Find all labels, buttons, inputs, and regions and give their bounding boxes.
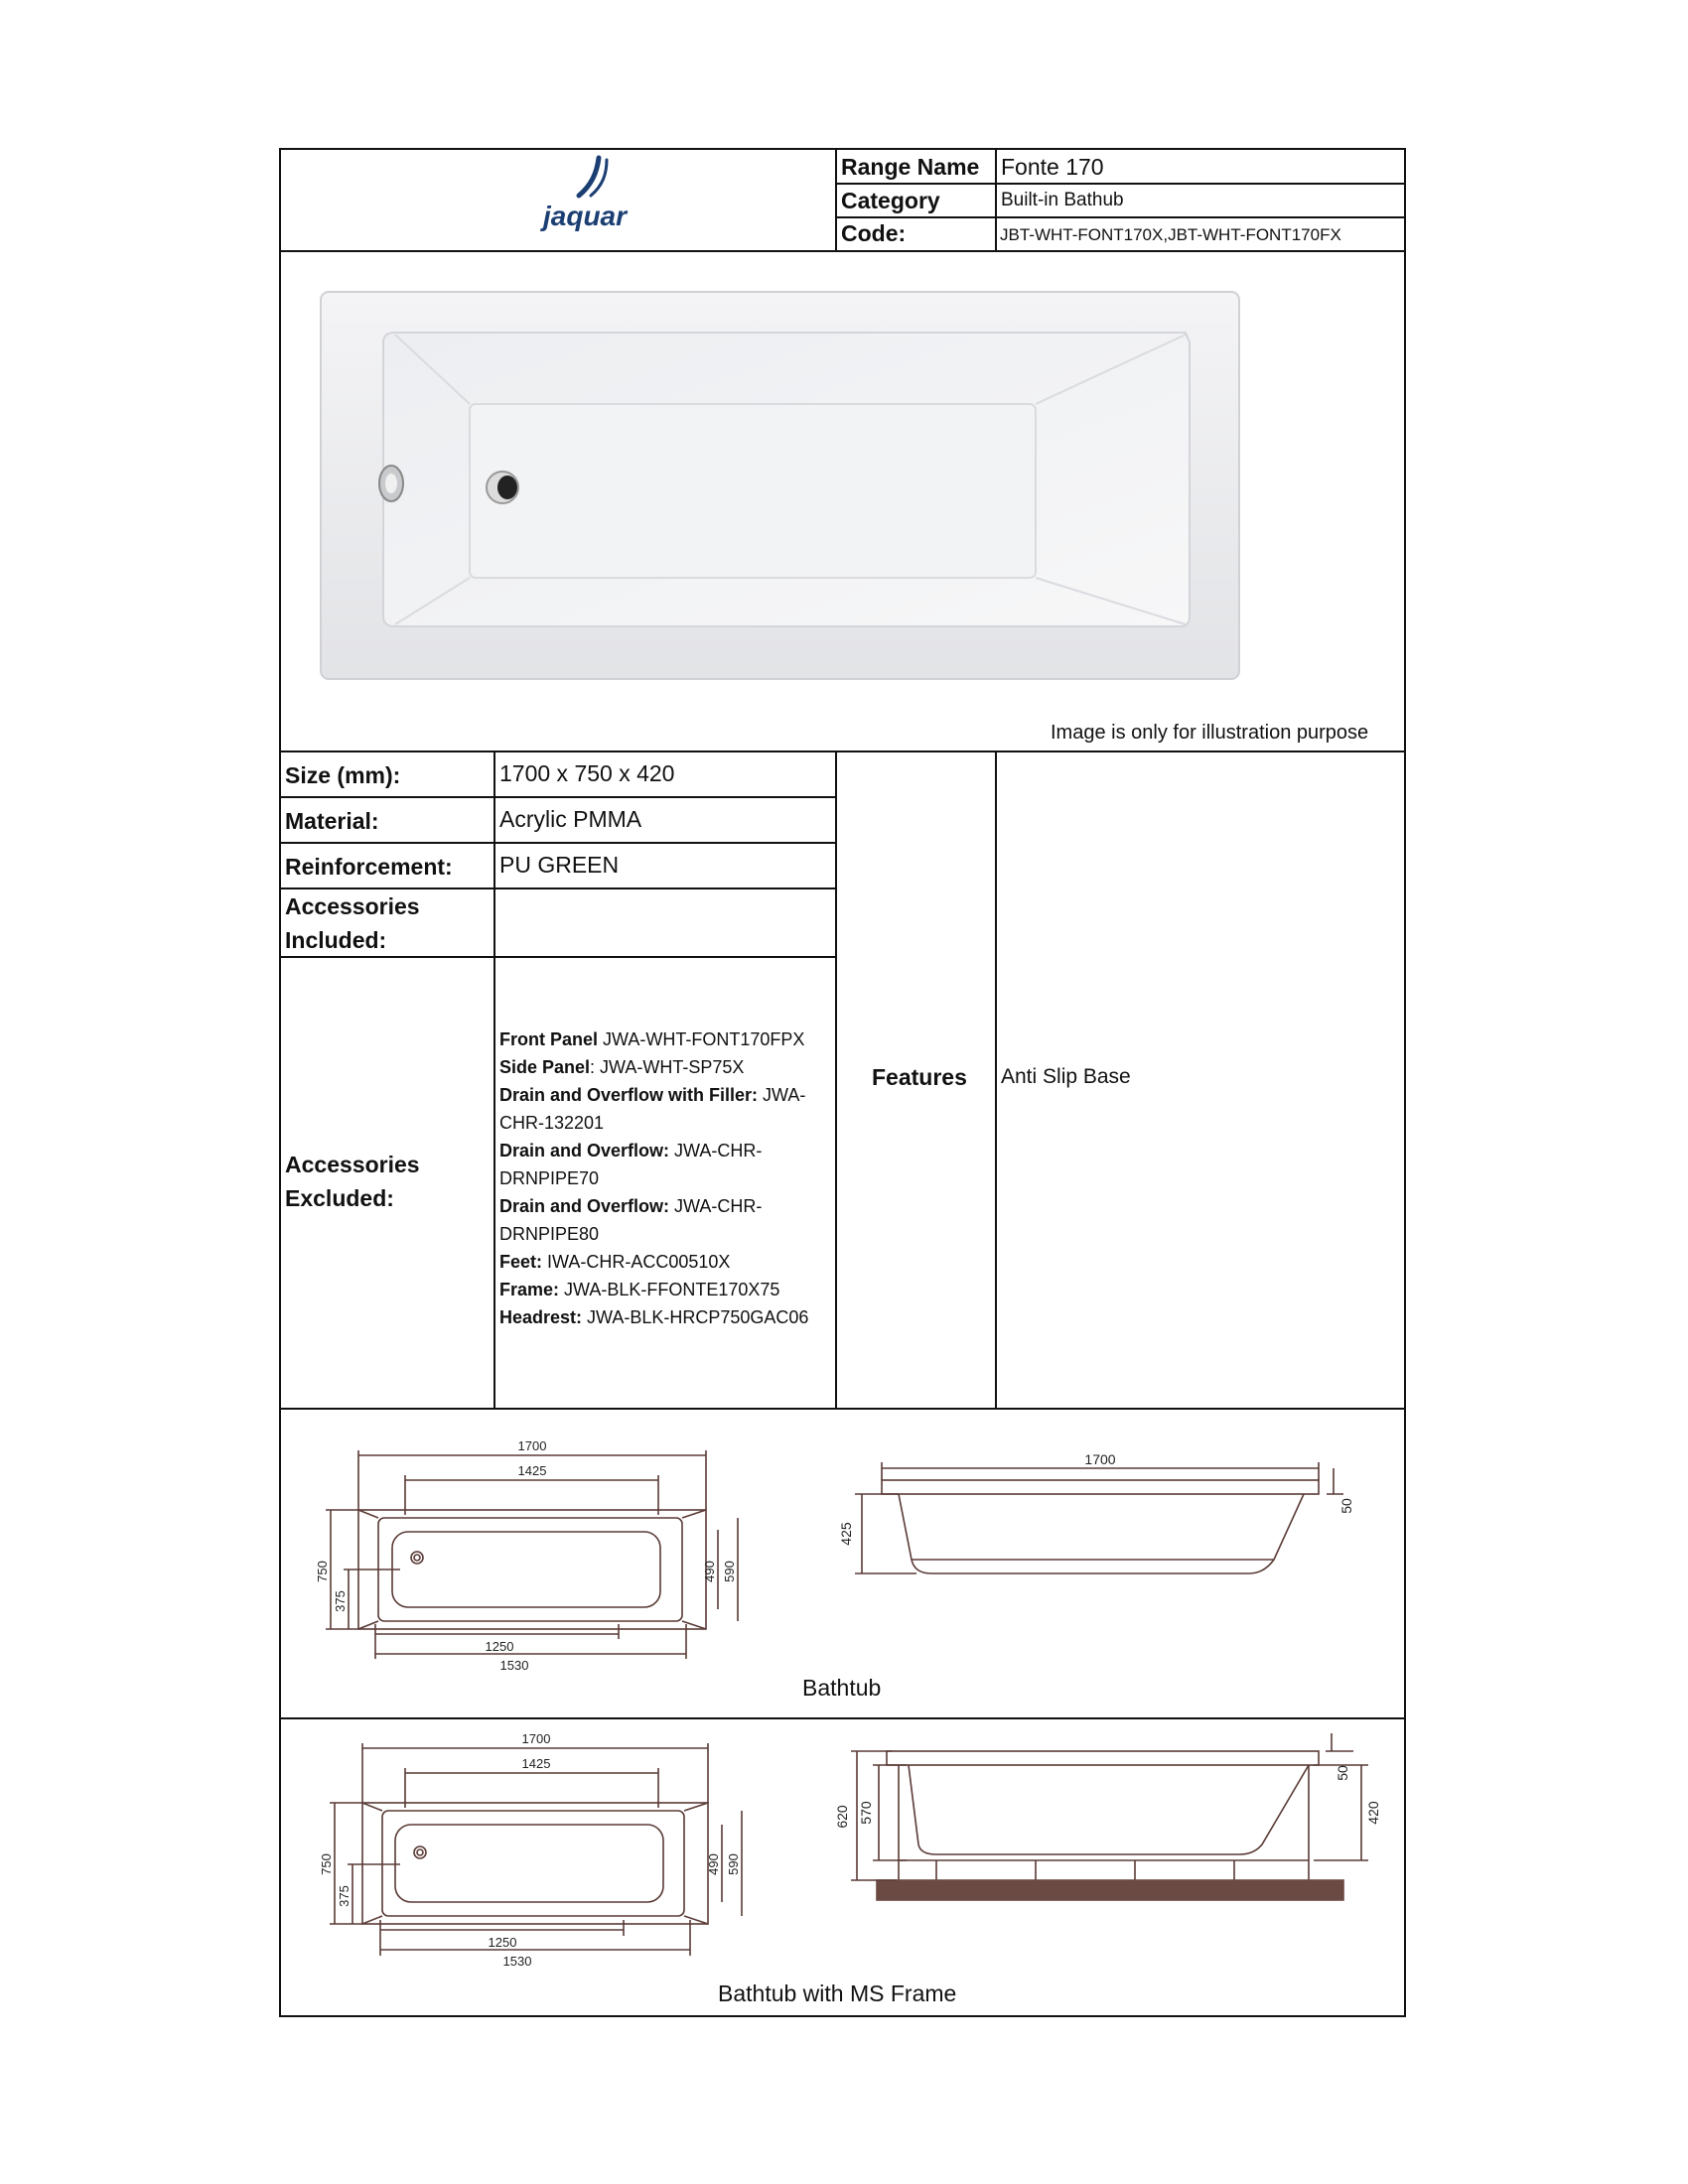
excluded-item bbox=[499, 1137, 808, 1164]
excluded-item-code: : JWA-WHT-SP75X bbox=[590, 1057, 745, 1077]
code-label: Code: bbox=[841, 220, 907, 246]
bathtub-caption: Bathtub bbox=[802, 1675, 882, 1701]
dim-590-label: 590 bbox=[722, 1561, 737, 1582]
features-label: Features bbox=[872, 1064, 967, 1090]
frame-dim-1425-label: 1425 bbox=[521, 1756, 551, 1771]
excluded-item bbox=[499, 1248, 808, 1276]
image-caption: Image is only for illustration purpose bbox=[1051, 722, 1369, 744]
logo bbox=[480, 152, 678, 251]
excluded-item-code: JWA-CHR- bbox=[669, 1196, 763, 1216]
range-name-label: Range Name bbox=[841, 154, 980, 180]
excluded-item-code: JWA-BLK-HRCP750GAC06 bbox=[582, 1307, 809, 1327]
bathtub-side-labels bbox=[837, 1450, 1393, 1639]
category-label: Category bbox=[841, 188, 940, 213]
accessories-included-label-2: Included: bbox=[285, 927, 387, 953]
excluded-item-code: DRNPIPE80 bbox=[499, 1224, 600, 1244]
frame-plan-labels bbox=[301, 1733, 797, 1972]
excluded-item-name: Front Panel bbox=[499, 1029, 599, 1049]
bathtub-plan-labels bbox=[301, 1431, 797, 1673]
size-value: 1700 x 750 x 420 bbox=[499, 760, 675, 786]
reinforcement-value: PU GREEN bbox=[499, 852, 620, 878]
dim-490-label: 490 bbox=[702, 1561, 717, 1582]
frame-dim-50-label: 50 bbox=[1335, 1765, 1350, 1781]
excluded-item-code: CHR-132201 bbox=[499, 1113, 605, 1133]
code-value: JBT-WHT-FONT170X,JBT-WHT-FONT170FX bbox=[1000, 225, 1341, 244]
excluded-item-code: JWA-WHT-FONT170FPX bbox=[598, 1029, 805, 1049]
excluded-item-name: Drain and Overflow with Filler: bbox=[499, 1085, 759, 1105]
frame-caption: Bathtub with MS Frame bbox=[718, 1980, 957, 2006]
size-label: Size (mm): bbox=[285, 762, 401, 788]
excluded-item bbox=[499, 1220, 808, 1248]
spec-sheet bbox=[279, 148, 1406, 2017]
material-value: Acrylic PMMA bbox=[499, 806, 642, 832]
accessories-excluded-list bbox=[499, 1025, 808, 1331]
frame-dim-590-label: 590 bbox=[726, 1853, 741, 1875]
dim-1250-label: 1250 bbox=[485, 1639, 514, 1654]
dim-375-label: 375 bbox=[333, 1590, 348, 1612]
excluded-item-name: Feet: bbox=[499, 1252, 543, 1272]
excluded-item bbox=[499, 1109, 808, 1137]
excluded-item bbox=[499, 1303, 808, 1331]
excluded-item bbox=[499, 1276, 808, 1303]
features-value: Anti Slip Base bbox=[1001, 1065, 1131, 1088]
drain-icon bbox=[487, 472, 518, 503]
overflow-knob-icon bbox=[379, 466, 403, 501]
accessories-excluded-label-2: Excluded: bbox=[285, 1185, 394, 1211]
accessories-included-label: Accessories bbox=[285, 893, 420, 919]
side-dim-1700-label: 1700 bbox=[1084, 1451, 1116, 1467]
excluded-item-code: IWA-CHR-ACC00510X bbox=[542, 1252, 731, 1272]
frame-dim-1700-label: 1700 bbox=[521, 1731, 551, 1746]
dim-1530-label: 1530 bbox=[499, 1658, 529, 1673]
dim-1425-label: 1425 bbox=[517, 1463, 547, 1478]
excluded-item-name: Headrest: bbox=[499, 1307, 583, 1327]
frame-dim-750-label: 750 bbox=[319, 1853, 334, 1875]
dim-570-label: 570 bbox=[858, 1801, 874, 1825]
dim-1700-label: 1700 bbox=[517, 1438, 547, 1453]
product-image bbox=[316, 289, 1244, 686]
excluded-item-name: Frame: bbox=[499, 1280, 560, 1299]
accessories-excluded-label: Accessories bbox=[285, 1152, 420, 1177]
excluded-item-name: Side Panel bbox=[499, 1057, 591, 1077]
excluded-item-code: JWA-CHR- bbox=[669, 1141, 763, 1160]
category-value: Built-in Bathub bbox=[1001, 190, 1124, 210]
jaquar-swoosh-logo-icon bbox=[480, 152, 678, 251]
logo-text: jaquar bbox=[543, 201, 628, 231]
excluded-item bbox=[499, 1025, 808, 1053]
excluded-item-code: JWA-BLK-FFONTE170X75 bbox=[559, 1280, 780, 1299]
frame-dim-490-label: 490 bbox=[706, 1853, 721, 1875]
dim-620-label: 620 bbox=[834, 1805, 850, 1829]
frame-dim-1250-label: 1250 bbox=[488, 1935, 517, 1950]
dim-750-label: 750 bbox=[315, 1561, 330, 1582]
dim-50-label: 50 bbox=[1338, 1498, 1354, 1514]
frame-dim-1530-label: 1530 bbox=[502, 1954, 532, 1969]
excluded-item-name: Drain and Overflow: bbox=[499, 1141, 670, 1160]
excluded-item bbox=[499, 1081, 808, 1109]
excluded-item-code: JWA- bbox=[758, 1085, 806, 1105]
excluded-item-code: DRNPIPE70 bbox=[499, 1168, 600, 1188]
frame-dim-375-label: 375 bbox=[337, 1885, 352, 1907]
dim-420-label: 420 bbox=[1365, 1801, 1381, 1825]
dim-425-label: 425 bbox=[838, 1522, 854, 1546]
excluded-item-name: Drain and Overflow: bbox=[499, 1196, 670, 1216]
excluded-item bbox=[499, 1192, 808, 1220]
excluded-item bbox=[499, 1053, 808, 1081]
reinforcement-label: Reinforcement: bbox=[285, 854, 453, 880]
range-name-value: Fonte 170 bbox=[1001, 154, 1104, 180]
excluded-item bbox=[499, 1164, 808, 1192]
material-label: Material: bbox=[285, 808, 379, 834]
frame-side-labels bbox=[834, 1733, 1393, 1952]
